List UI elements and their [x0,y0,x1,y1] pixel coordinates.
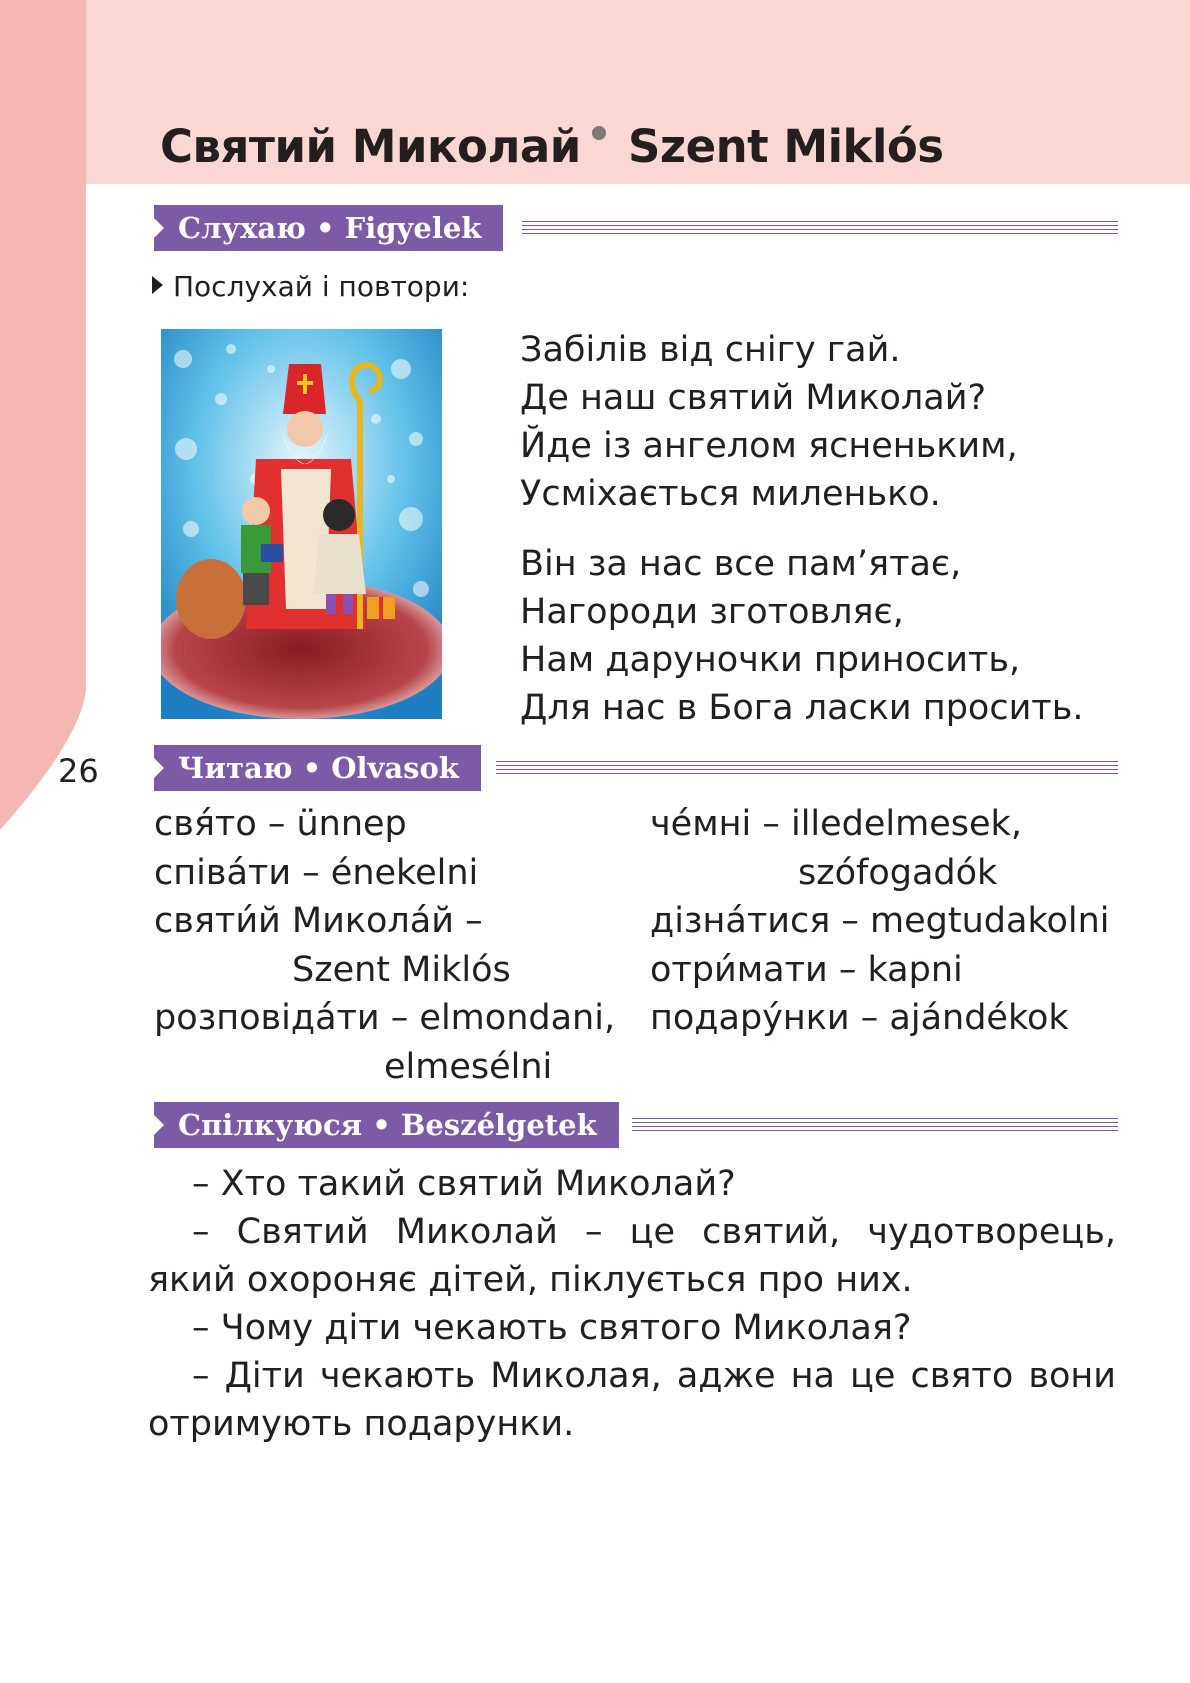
section-tag-talk [154,1102,619,1148]
section-tag-read [154,745,481,791]
page-number: 26 [58,752,99,790]
instruction [152,270,469,303]
dialogue-line: – Святий Миколай – це святий, чудотворець, який охороняє дітей, піклується про них. [148,1212,1116,1300]
arrow-notch-icon [154,1115,164,1135]
dialogue-line: – Чому діти чекають святого Миколая? [192,1308,912,1348]
poem-line: Для нас в Бога ласки просить. [520,688,1084,728]
vocabulary-left [154,800,615,1091]
section-label-listen: Слухаю • Figyelek [178,211,482,245]
vocab-item: szófogadók [798,852,998,893]
dialogue-line: – Хто такий святий Миколай? [192,1164,736,1204]
vocab-item: розповіда́ти – elmondani, [154,998,616,1038]
section-tag-listen [154,205,503,251]
dialogue [148,1160,1116,1448]
dialogue-line: – Діти чекають Миколая, адже на це свято вони отримують подарунки. [148,1356,1116,1444]
vocab-item: співа́ти – énekelni [154,852,479,893]
saint-nicholas-illustration [161,329,442,719]
title-hungarian: Szent Miklós [628,120,944,173]
title-ukrainian: Святий Миколай [160,120,581,173]
poem-line: Забілів від снігу гай. [520,330,901,370]
poem-line: Йде із ангелом ясненьким, [520,426,1018,466]
vocab-item: подару́нки – ajándékok [650,998,1069,1038]
vocab-item: дізна́тися – megtudakolni [650,901,1110,941]
arrow-notch-icon [154,218,164,238]
vocab-item: че́мні – illedelmesek, [650,804,1022,844]
poem-line: Усміхається миленько. [520,474,941,514]
section-label-talk: Спілкуюся • Beszélgetek [178,1108,597,1142]
stanza-gap [520,518,1083,540]
vocab-item: Szent Miklós [292,949,511,990]
vocab-item: elmesélni [384,1046,553,1087]
vocab-item: свя́то – ünnep [154,804,407,844]
triangle-right-icon [152,276,163,294]
arrow-notch-icon [154,758,164,778]
instruction-text: Послухай і повтори: [173,270,470,303]
vocab-item: святи́й Микола́й – [154,901,483,941]
dot-icon [592,126,606,140]
page-title [160,112,1160,182]
vocab-item: отри́мати – kapni [650,949,963,990]
poem-line: Де наш святий Миколай? [520,378,987,418]
poem-line: Нам даруночки приносить, [520,640,1021,680]
section-rule [632,1118,1118,1132]
poem-line: Він за нас все пам’ятає, [520,544,962,584]
side-decoration-band [0,0,86,830]
poem-line: Нагороди зготовляє, [520,592,904,632]
section-header-listen [154,205,1118,251]
section-header-talk [154,1102,1118,1148]
vocabulary-right [650,800,1110,1043]
section-rule [522,221,1118,235]
section-rule [496,761,1118,775]
section-header-read [154,745,1118,791]
section-label-read: Читаю • Olvasok [178,751,459,785]
poem [520,326,1083,732]
